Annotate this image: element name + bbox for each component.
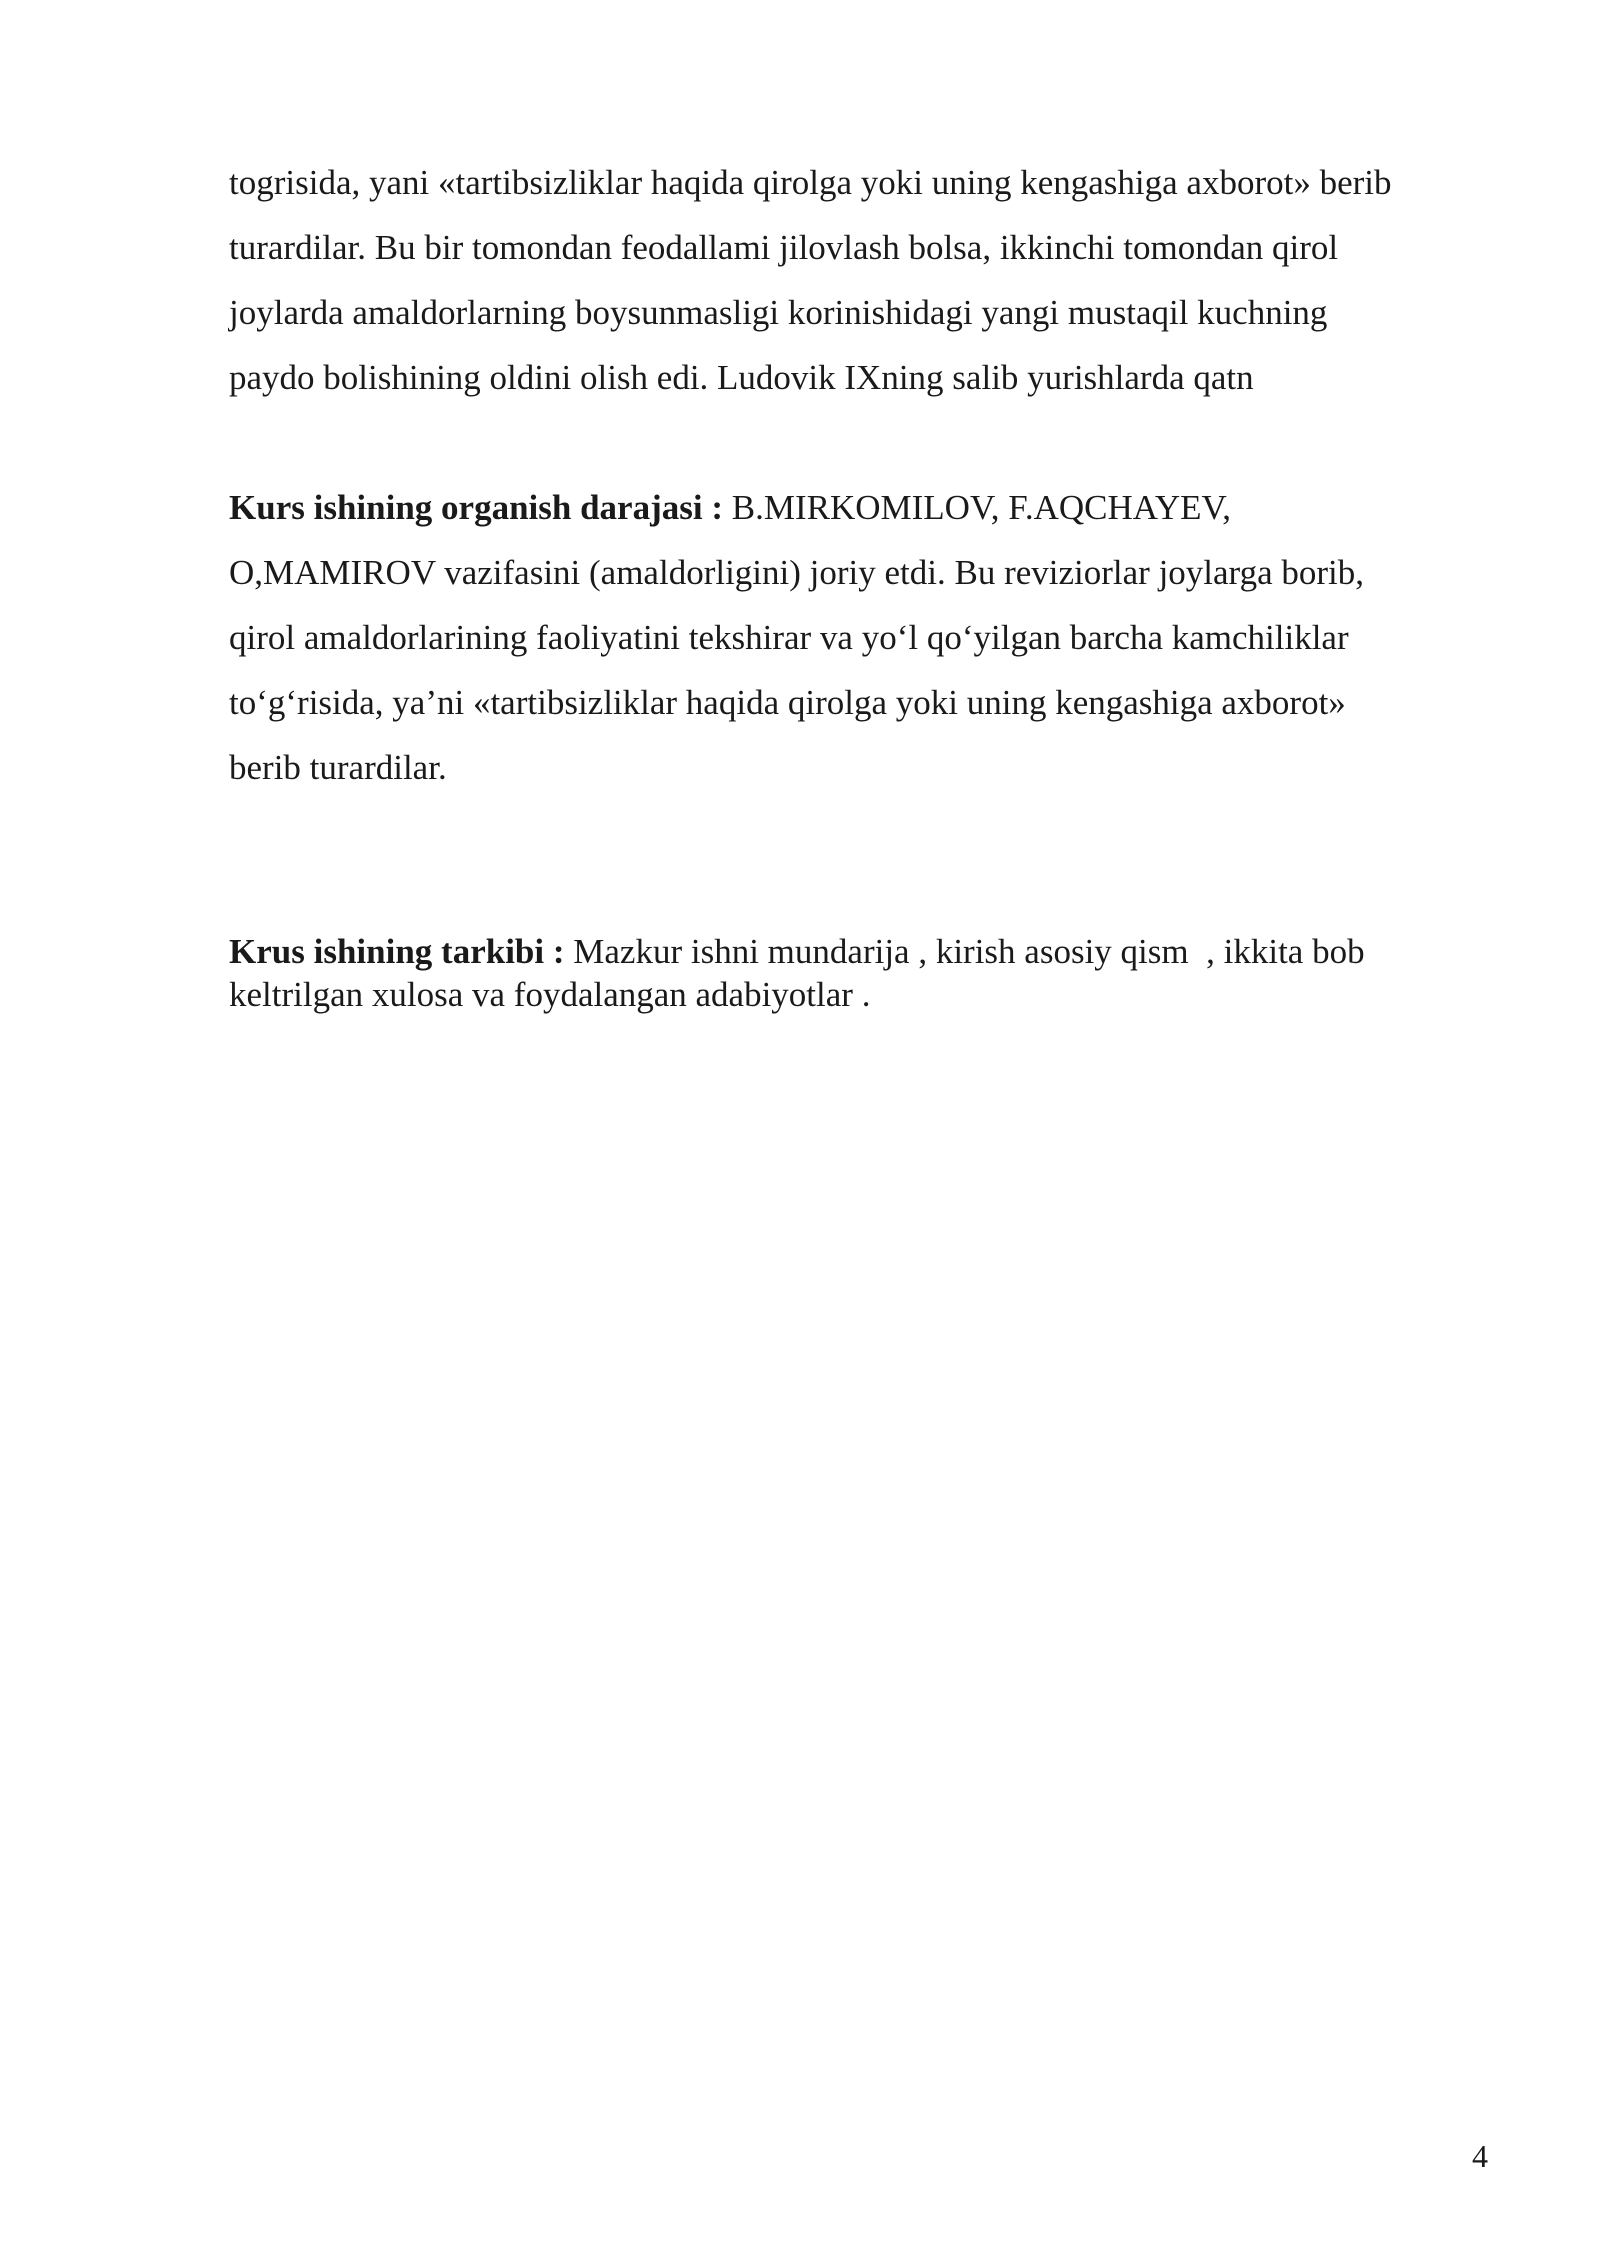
text-line: qirol amaldorlarining faoliyatini tekshirar va yo‘l qo‘yilgan barcha kamchiliklar — [229, 618, 1349, 657]
text-line: turardilar. Bu bir tomondan feodallami jilovlash bolsa, ikkinchi tomondan qirol — [229, 228, 1339, 267]
text-line: keltrilgan xulosa va foydalangan adabiyotlar . — [229, 975, 871, 1014]
section-heading-structure: Krus ishining tarkibi : — [229, 932, 565, 971]
paragraph-structure — [229, 930, 1499, 1016]
paragraph-revisors-duties — [229, 150, 1499, 410]
text-line — [229, 475, 1499, 540]
text-line: to‘g‘risida, ya’ni «tartibsizliklar haqida qirolga yoki uning kengashiga axborot» — [229, 683, 1346, 722]
text-line — [229, 930, 1499, 973]
text-line: joylarda amaldorlarning boysunmasligi korinishidagi yangi mustaqil kuchning — [229, 293, 1328, 332]
text-line: berib turardilar. — [229, 748, 447, 787]
page-number: 4 — [1472, 2138, 1488, 2174]
text-line: O,MAMIROV vazifasini (amaldorligini) joriy etdi. Bu reviziorlar joylarga borib, — [229, 553, 1364, 592]
authors-text: B.MIRKOMILOV, F.AQCHAYEV, — [723, 488, 1232, 527]
section-heading-study-level: Kurs ishining organish darajasi : — [229, 488, 723, 527]
text-line: paydo bolishining oldini olish edi. Ludovik IXning salib yurishlarda qatn — [229, 358, 1254, 397]
structure-text: Mazkur ishni mundarija , kirish asosiy qism , ikkita bob — [564, 932, 1365, 971]
text-line: togrisida, yani «tartibsizliklar haqida qirolga yoki uning kengashiga axborot» berib — [229, 163, 1392, 202]
paragraph-study-level — [229, 475, 1499, 800]
